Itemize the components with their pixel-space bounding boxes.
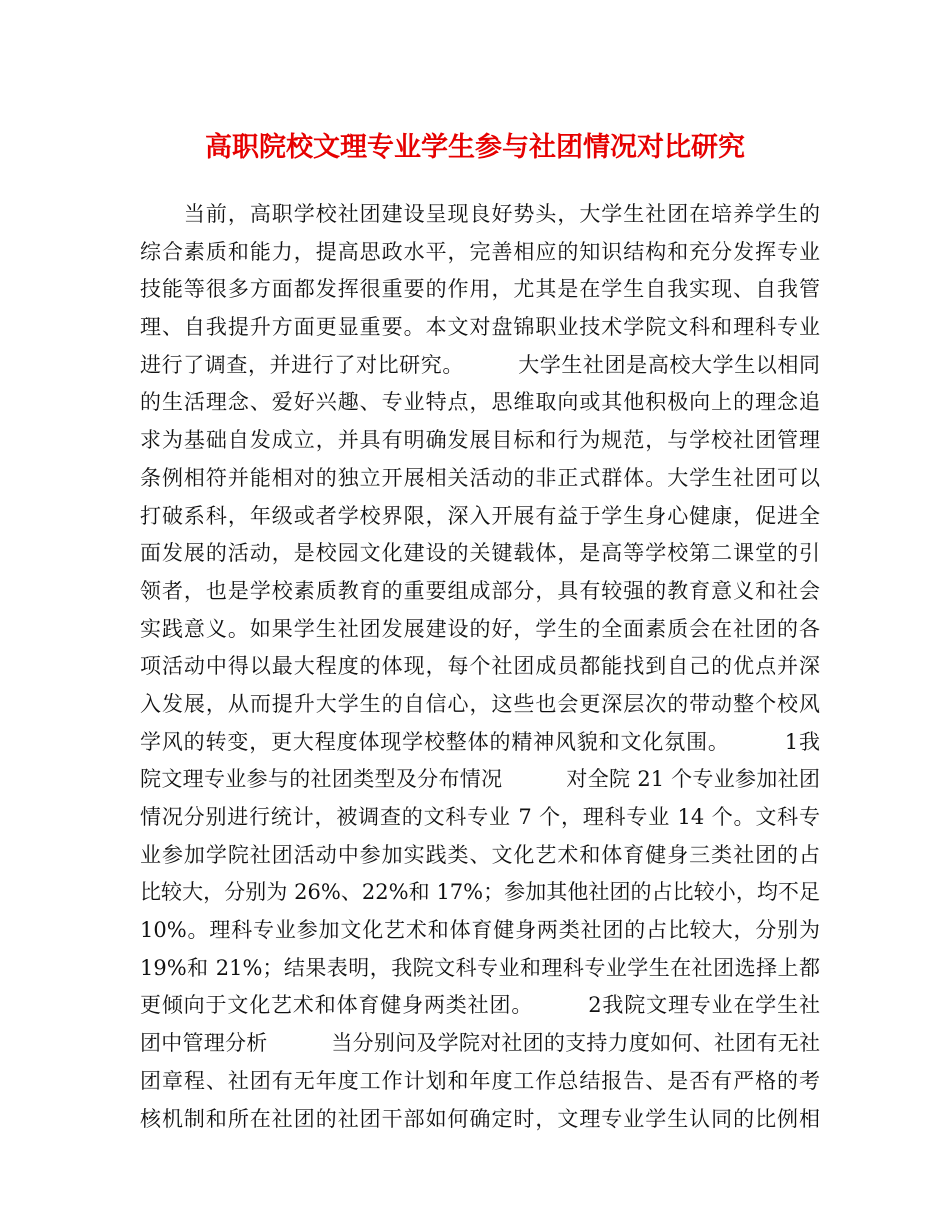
body-line: 条例相符并能相对的独立开展相关活动的非正式群体。大学生社团可以: [140, 465, 820, 490]
body-line: 10%。理科专业参加文化艺术和体育健身两类社团的占比较大，分别为: [140, 918, 820, 943]
body-line: 技能等很多方面都发挥很重要的作用，尤其是在学生自我实现、自我管: [140, 277, 820, 302]
body-line: 院文理专业参与的社团类型及分布情况 对全院 21 个专业参加社团: [140, 767, 820, 792]
document-body: [140, 196, 820, 1138]
body-line: 业参加学院社团活动中参加实践类、文化艺术和体育健身三类社团的占: [140, 842, 820, 867]
body-line: 的生活理念、爱好兴趣、专业特点，思维取向或其他积极向上的理念追: [140, 390, 820, 415]
body-line: 项活动中得以最大程度的体现，每个社团成员都能找到自己的优点并深: [140, 654, 820, 679]
body-line: 当前，高职学校社团建设呈现良好势头，大学生社团在培养学生的: [140, 202, 820, 226]
body-line: 进行了调查，并进行了对比研究。 大学生社团是高校大学生以相同: [140, 352, 820, 377]
body-line: 入发展，从而提升大学生的自信心，这些也会更深层次的带动整个校风: [140, 691, 820, 716]
body-line: 比较大，分别为 26%、22%和 17%；参加其他社团的占比较小，均不足: [140, 880, 820, 905]
body-line: 理、自我提升方面更显重要。本文对盘锦职业技术学院文科和理科专业: [140, 315, 820, 340]
body-line: 实践意义。如果学生社团发展建设的好，学生的全面素质会在社团的各: [140, 616, 820, 641]
body-line: 打破系科，年级或者学校界限，深入开展有益于学生身心健康，促进全: [140, 503, 820, 528]
body-line: 情况分别进行统计，被调查的文科专业 7 个，理科专业 14 个。文科专: [140, 805, 820, 829]
body-line: 综合素质和能力，提高思政水平，完善相应的知识结构和充分发挥专业: [140, 239, 820, 264]
body-line: 学风的转变，更大程度体现学校整体的精神风貌和文化氛围。 1我: [140, 729, 820, 754]
body-line: 面发展的活动，是校园文化建设的关键载体，是高等学校第二课堂的引: [140, 541, 820, 566]
body-line: 团章程、社团有无年度工作计划和年度工作总结报告、是否有严格的考: [140, 1068, 820, 1093]
body-line: 领者，也是学校素质教育的重要组成部分，具有较强的教育意义和社会: [140, 578, 820, 603]
body-line: 更倾向于文化艺术和体育健身两类社团。 2我院文理专业在学生社: [140, 993, 820, 1018]
body-line: 团中管理分析 当分别问及学院对社团的支持力度如何、社团有无社: [140, 1031, 820, 1056]
body-line: 求为基础自发成立，并具有明确发展目标和行为规范，与学校社团管理: [140, 428, 820, 453]
body-line: 核机制和所在社团的社团干部如何确定时，文理专业学生认同的比例相: [140, 1106, 820, 1131]
body-line: 19%和 21%；结果表明，我院文科专业和理科专业学生在社团选择上都: [140, 955, 820, 980]
document-title: 高职院校文理专业学生参与社团情况对比研究: [205, 132, 745, 163]
